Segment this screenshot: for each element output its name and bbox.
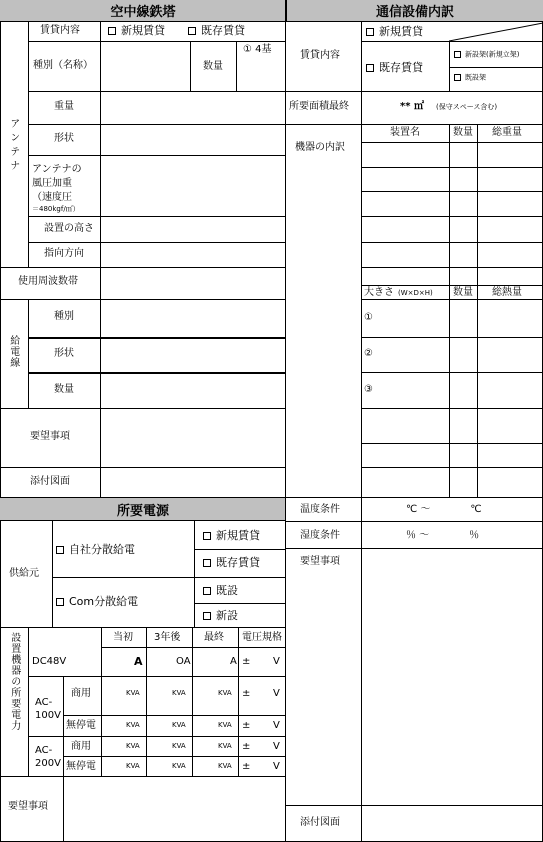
- ac200v-label: AC-200V: [35, 745, 61, 769]
- antenna-tower-title: 空中線鉄塔: [110, 5, 176, 20]
- ac100v-label: AC-100V: [35, 697, 61, 721]
- feeder-type-label: 種別: [54, 311, 74, 322]
- antenna-attachment-label: 添付図面: [30, 476, 70, 487]
- existing-rack-option[interactable]: 既設架: [454, 74, 486, 82]
- required-area-note: (保守スペース含む): [436, 103, 498, 111]
- eq-lease-content-label: 賃貸内容: [300, 50, 340, 61]
- dc-v: V: [273, 656, 280, 667]
- feeder-group-label: 給電線: [7, 335, 19, 368]
- com-distributed-option[interactable]: Com分散給電: [56, 596, 138, 607]
- humidity-label: 湿度条件: [300, 530, 340, 541]
- new-rack-option[interactable]: 新設架(新規立架): [454, 51, 519, 59]
- shape-label: 形状: [54, 133, 74, 144]
- quantity-note: ① 4基: [243, 44, 272, 55]
- checkbox-icon: [188, 27, 196, 35]
- power-request-label: 要望事項: [8, 801, 48, 812]
- checkbox-icon: [56, 598, 64, 606]
- antenna-tower-header: [0, 0, 286, 22]
- device-name-header: 装置名: [390, 127, 420, 138]
- checkbox-icon: [366, 28, 374, 36]
- required-area-value: ** ㎡: [400, 101, 424, 112]
- equipment-breakdown-label: 機器の内訳: [295, 142, 345, 153]
- checkbox-icon: [203, 612, 211, 620]
- diagonal-slash: [449, 22, 543, 42]
- eq-attachment-label: 添付図面: [300, 817, 340, 828]
- power-existing-install-option[interactable]: 既設: [203, 585, 238, 596]
- checkbox-icon: [454, 51, 461, 58]
- ac100-ups-label: 無停電: [66, 720, 96, 731]
- direction-label: 指向方向: [44, 248, 84, 259]
- quantity-label: 数量: [203, 61, 223, 72]
- required-power-label: 設置機器の所要電力: [8, 632, 20, 731]
- power-title: 所要電源: [116, 503, 169, 519]
- lease-content-label: 賃貸内容: [40, 25, 80, 36]
- eq-existing-lease-option[interactable]: 既存賃貸: [366, 62, 423, 73]
- dc48v-label: DC48V: [32, 656, 67, 667]
- eq-new-lease-option[interactable]: 新規賃貸: [366, 26, 423, 37]
- col-3years-header: 3年後: [154, 632, 181, 643]
- checkbox-icon: [56, 546, 64, 554]
- equipment-room-title: 通信設備内訳: [375, 5, 454, 20]
- checkbox-icon: [454, 74, 461, 81]
- checkbox-icon: [203, 559, 211, 567]
- humidity-value: ％ ～ ％: [406, 530, 480, 541]
- weight-label: 重量: [54, 101, 74, 112]
- type-name-label: 種別（名称）: [33, 60, 93, 71]
- required-area-label: 所要面積最終: [289, 101, 349, 112]
- wind-load-label-4: ＝480kgf/㎡）: [32, 205, 80, 213]
- wind-load-label-1: アンテナの: [32, 164, 82, 175]
- col-initial-header: 当初: [113, 632, 133, 643]
- size-item-1: ①: [364, 312, 373, 323]
- power-header: [0, 497, 286, 521]
- frequency-band-label: 使用周波数帯: [18, 276, 78, 287]
- col-final-header: 最終: [204, 632, 224, 643]
- own-distributed-option[interactable]: 自社分散給電: [56, 544, 135, 555]
- feeder-quantity-label: 数量: [54, 384, 74, 395]
- antenna-request-label: 要望事項: [30, 431, 70, 442]
- ac200-commercial-label: 商用: [71, 741, 91, 752]
- power-existing-lease-option[interactable]: 既存賃貸: [203, 557, 260, 568]
- checkbox-icon: [203, 532, 211, 540]
- equipment-room-header: [286, 0, 543, 22]
- feeder-shape-label: 形状: [54, 348, 74, 359]
- dc-3years-value: OA: [176, 656, 191, 667]
- checkbox-icon: [366, 64, 374, 72]
- temperature-value: ℃ ～ ℃: [406, 504, 482, 515]
- checkbox-icon: [108, 27, 116, 35]
- col-voltage-header: 電圧規格: [242, 632, 282, 643]
- dc-initial-value: A: [134, 655, 143, 668]
- supply-source-label: 供給元: [9, 568, 39, 579]
- temperature-label: 温度条件: [300, 504, 340, 515]
- size-quantity-header: 数量: [453, 287, 473, 298]
- dc-pm: ±: [242, 656, 251, 667]
- eq-request-label: 要望事項: [300, 556, 340, 567]
- ac100-commercial-label: 商用: [71, 688, 91, 699]
- power-new-install-option[interactable]: 新設: [203, 610, 238, 621]
- wind-load-label-3: （速度圧: [32, 192, 72, 203]
- checkbox-icon: [203, 587, 211, 595]
- size-item-2: ②: [364, 348, 373, 359]
- power-new-lease-option[interactable]: 新規賃貸: [203, 530, 260, 541]
- antenna-group-label: アンテナ: [7, 118, 19, 174]
- size-header: 大きさ (W×D×H): [364, 287, 433, 298]
- device-quantity-header: 数量: [453, 127, 473, 138]
- antenna-new-lease-option[interactable]: 新規賃貸: [108, 25, 165, 36]
- ac200-ups-label: 無停電: [66, 761, 96, 772]
- size-item-3: ③: [364, 384, 373, 395]
- antenna-existing-lease-option[interactable]: 既存賃貸: [188, 25, 245, 36]
- wind-load-label-2: 風圧加重: [32, 178, 72, 189]
- installation-height-label: 設置の高さ: [44, 223, 94, 234]
- dc-final-value: A: [230, 656, 237, 667]
- total-heat-header: 総熱量: [492, 287, 522, 298]
- total-weight-header: 総重量: [492, 127, 522, 138]
